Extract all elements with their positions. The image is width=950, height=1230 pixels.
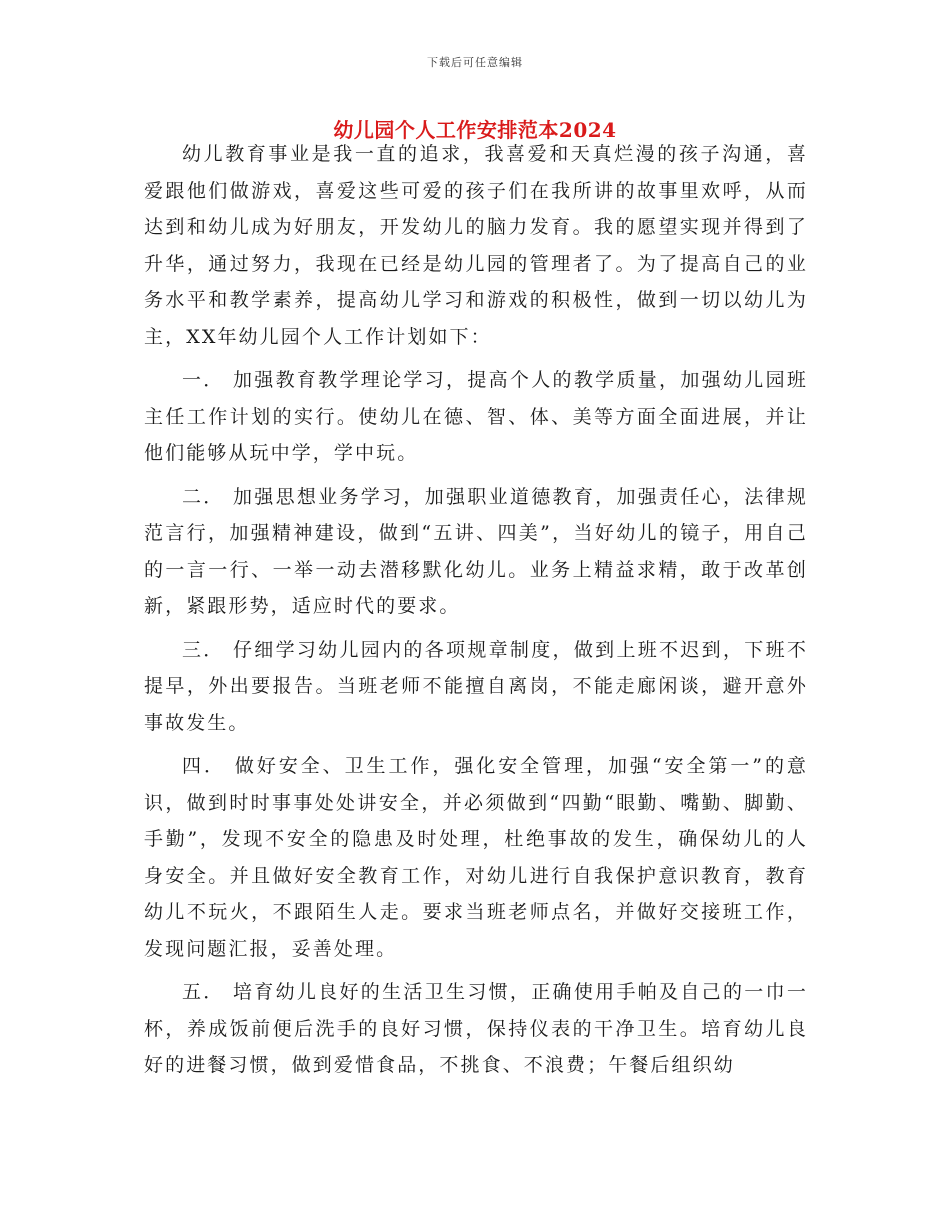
document-body (144, 136, 808, 1084)
intro-paragraph: 幼儿教育事业是我一直的追求，我喜爱和天真烂漫的孩子沟通，喜爱跟他们做游戏，喜爱这些可爱的孩子们在我所讲的故事里欢呼，从而达到和幼儿成为好朋友，开发幼儿的脑力发育。我的愿望实现并得到了升华，通过努力，我现在已经是幼儿园的管理者了。为了提高自己的业务水平和教学素养，提高幼儿学习和游戏的积极性，做到一切以幼儿为主，XX年幼儿园个人工作计划如下： (144, 143, 808, 348)
section-1-paragraph: 一． 加强教育教学理论学习，提高个人的教学质量，加强幼儿园班主任工作计划的实行。使幼儿在德、智、体、美等方面全面进展，并让他们能够从玩中学，学中玩。 (144, 369, 808, 464)
section-2-paragraph: 二． 加强思想业务学习，加强职业道德教育，加强责任心，法律规范言行，加强精神建设，做到“五讲、四美”，当好幼儿的镜子，用自己的一言一行、一举一动去潜移默化幼儿。业务上精益求精，敢于改革创新，紧跟形势，适应时代的要求。 (144, 485, 808, 617)
header-note: 下载后可任意编辑 (427, 56, 523, 69)
section-5-paragraph: 五． 培育幼儿良好的生活卫生习惯，正确使用手帕及自己的一巾一杯，养成饭前便后洗手的良好习惯，保持仪表的干净卫生。培育幼儿良好的进餐习惯，做到爱惜食品，不挑食、不浪费；午餐后组织幼 (144, 981, 808, 1076)
document-title: 幼儿园个人工作安排范本2024 (333, 118, 617, 142)
section-3-paragraph: 三． 仔细学习幼儿园内的各项规章制度，做到上班不迟到，下班不提早，外出要报告。当班老师不能擅自离岗，不能走廊闲谈，避开意外事故发生。 (144, 638, 808, 734)
section-4-paragraph: 四． 做好安全、卫生工作，强化安全管理，加强“安全第一”的意识，做到时时事事处处讲安全，并必须做到“四勤“眼勤、嘴勤、脚勤、手勤”，发现不安全的隐患及时处理，杜绝事故的发生，确保幼儿的人身安全。并且做好安全教育工作，对幼儿进行自我保护意识教育，教育幼儿不玩火，不跟陌生人走。要求当班老师点名，并做好交接班工作，发现问题汇报，妥善处理。 (144, 755, 808, 960)
